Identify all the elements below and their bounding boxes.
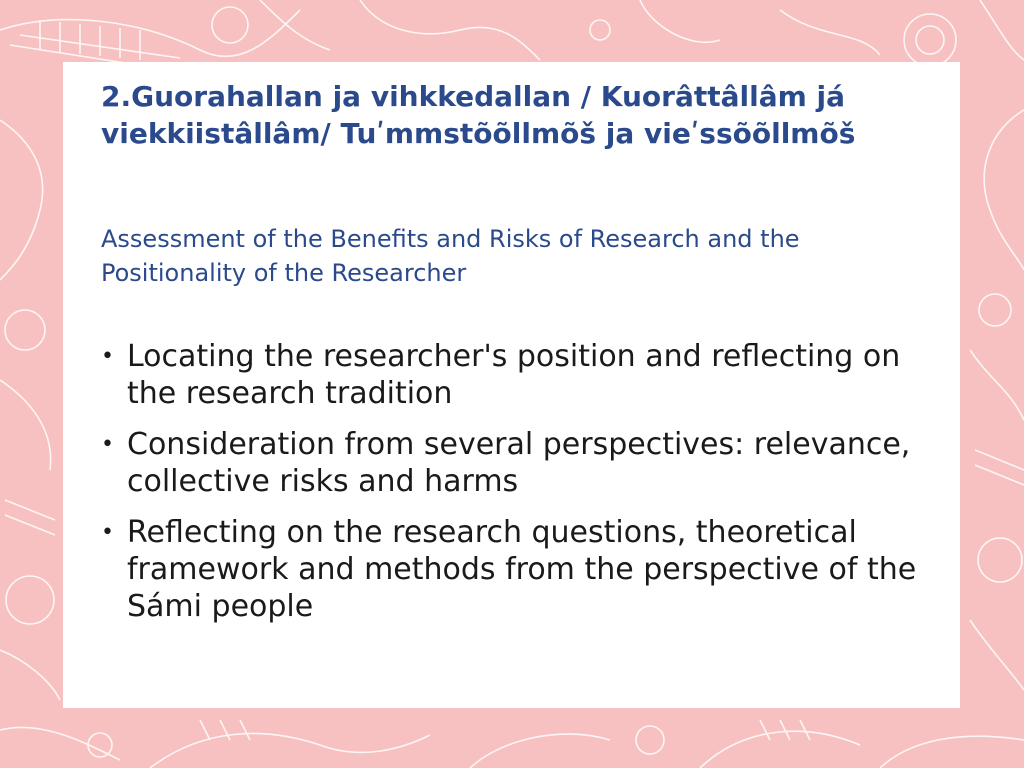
bullet-point-icon: • (101, 520, 114, 545)
bullet-point-icon: • (101, 432, 114, 457)
bullet-text: Consideration from several perspectives: relevance, collective risks and harms (127, 427, 911, 499)
slide-title: 2.Guorahallan ja vihkkedallan / Kuorâttâllâm já viekkiistâllâm/ Tuʹmmstõõllmõš ja vieʹssõõllmõš (101, 80, 856, 150)
bullet-item (101, 514, 941, 625)
bullet-list (101, 338, 941, 639)
bullet-text: Locating the researcher's position and reflecting on the research tradition (127, 339, 901, 411)
bullet-text: Reflecting on the research questions, theoretical framework and methods from the perspective of the Sámi people (127, 515, 917, 624)
slide-subtitle: Assessment of the Benefits and Risks of Research and the Positionality of the Researcher (101, 225, 800, 287)
slide-content-card (63, 62, 960, 708)
bullet-item (101, 426, 941, 500)
bullet-item (101, 338, 941, 412)
bullet-point-icon: • (101, 344, 114, 369)
